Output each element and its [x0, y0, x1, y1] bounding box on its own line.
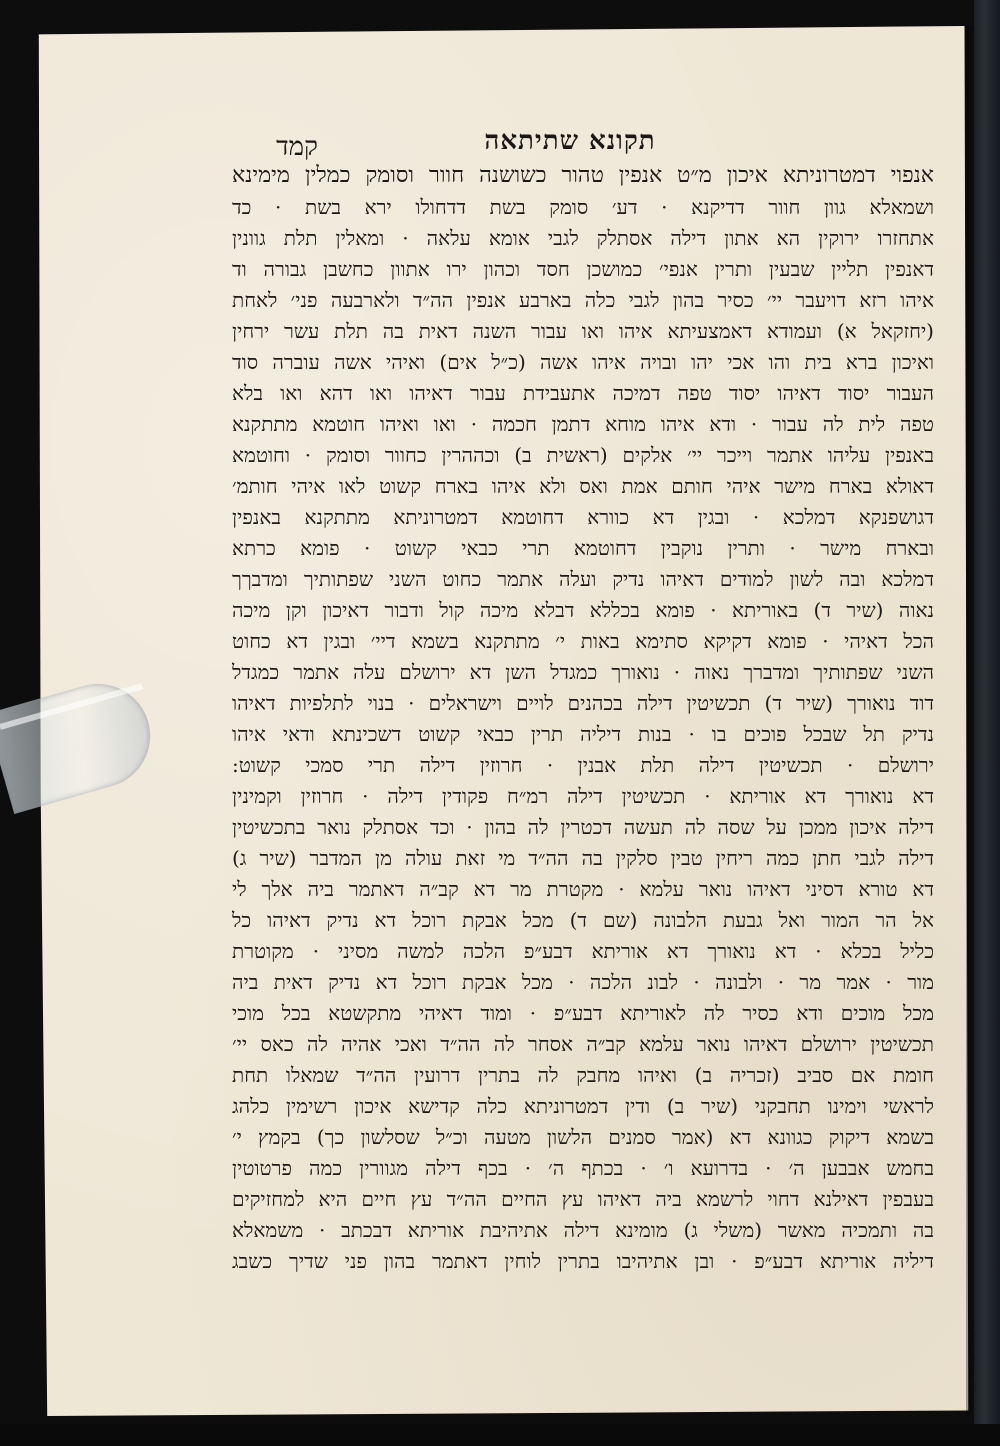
text-line: ירושלם · תכשיטין דילה תלת אבנין · חרוזין דילה תרי סמכי קשוט: — [232, 753, 934, 777]
text-line: אנפוי דמטרוניתא איכון מ״ט אנפין טהור כשושנה חוור וסומק כמלין מימינא — [232, 163, 934, 188]
mount-edge-right — [974, 0, 1000, 1446]
text-line: בחמש אבבען ה׳ · בדרועא ו׳ · בכתף ה׳ · בכף דילה מגוורין כמה פרטוטין — [232, 1156, 934, 1180]
text-block — [232, 160, 934, 1280]
text-line: חומת אם סביב (זכריה ב) ואיהו מחבק לה בתרין דרועין הה״ד שמאלו תחת — [232, 1063, 934, 1087]
text-line: מור · אמר מר · ולבונה · לבונ הלכה · מכל אבקת רוכל דא נדיק דאית ביה — [232, 970, 934, 994]
text-line: כליל בכלא · דא נואורך דא אוריתא דבע״פ הלכה למשה מסיני · מקוטרת — [232, 939, 934, 963]
text-line: העבור יסוד דאיהו יסוד טפה דמיכה אתעבידת עבור דאיהו ואו דהא ואו בלא — [232, 381, 934, 405]
text-line: טפה לית לה עבור · ודא איהו מוחא דתמן חכמה · ואו ואיהו חוטמא מתתקנא — [232, 412, 934, 436]
text-line: דוד נואורך (שיר ד) תכשיטין דילה בכהנים לויים וישראלים · בנוי לתלפיות דאיהו — [232, 691, 934, 715]
mount-edge-bottom — [0, 1424, 1000, 1446]
text-line: דיליה אוריתא דבע״פ · ובן אתיהיבו בתרין לוחין דאתמר בהון פני שדיך כשבג — [232, 1249, 934, 1273]
text-line: ושמאלא גוון חוור דדיקנא · דע׳ סומק בשת דדחולו ירא בשת · כד — [232, 195, 934, 219]
text-line: תכשיטין ירושלם דאיהו נואר עלמא קב״ה אסחר לה הה״ד ואכי אהיה לה כאס יי׳ — [232, 1032, 934, 1056]
text-line: (יחזקאל א) ועמודא דאמצעיתא איהו ואו עבור השנה דאית בה תלת עשר ירחין — [232, 319, 934, 343]
running-title: תקונא שתיתאה — [484, 126, 656, 156]
text-line: דמלכא ובה לשון למודים דאיהו נדיק ועלה אתמר כחוט השני שפתותיך ומדבךך — [232, 567, 934, 591]
text-line: באנפין עליהו אתמר וייכר יי׳ אלקים (ראשית ב) וכההרין כחוור וסומק · וחוטמא — [232, 443, 934, 467]
text-line: דאנפין תליין שבעין ותרין אנפי׳ כמושכן חסד וכהון ירו אתוון כחשבן גבורה וד — [232, 257, 934, 281]
text-line: איהו רזא דויעבר יי׳ כסיר בהון לגבי כלה בארבע אנפין הה״ד ולארבעה פני׳ לאחת — [232, 288, 934, 312]
text-line: הכל דאיהי · פומא דקיקא סתימא באות י׳ מתתקנא בשמא דיי׳ ובגין דא כחוט — [232, 629, 934, 653]
text-line: בה ותמכיה מאשר (משלי ג) מומינא דילה אתיהיבת אוריתא דבכתב · משמאלא — [232, 1218, 934, 1242]
leaf-edge-shadow — [966, 26, 976, 1416]
text-line: דילה לגבי חתן כמה ריחין טבין סלקין בה הה״ד מי זאת עולה מן המדבר (שיר ג) — [232, 846, 934, 870]
text-line: ואיכון ברא בית והו אכי יהו ובויה איהו אשה (כ״ל אים) ואיהי אשה עוברה סוד — [232, 350, 934, 374]
text-line: דא נואורך דא אוריתא · תכשיטין דילה רמ״ח פקודין דילה · חרוזין וקמינין — [232, 784, 934, 808]
text-line: לראשי וימינו תחבקני (שיר ב) ודין דמטרוניתא כלה קדישא איכון רשימין כלהג — [232, 1094, 934, 1118]
text-line: דגושפנקא דמלכא · ובגין דא כוורא דחוטמא דמטרוניתא מתתקנא באנפין — [232, 505, 934, 529]
text-line: מכל מוכים ודא כסיר לה לאוריתא דבע״פ · ומוד דאיהי מתקשטא בכל מוכי — [232, 1001, 934, 1025]
text-line: אתחזרו ירוקין הא אתון דילה אסתלק לגבי אומא עלאה · ומאלין תלת גוונין — [232, 226, 934, 250]
text-line: דא טורא דסיני דאיהו נואר עלמא · מקטרת מר דא קב״ה דאתמר ביה אלך לי — [232, 877, 934, 901]
text-line: דילה איכון ממכן על שסה לה תעשה דכטרין לה בהון · וכד אסתלק נואר בתכשיטין — [232, 815, 934, 839]
text-line: בעבפין דאילנא דחוי לרשמא ביה דאיהו עץ החיים הה״ד עץ חיים היא למחזיקים — [232, 1187, 934, 1211]
text-line: אל הר המור ואל גבעת הלבונה (שם ד) מכל אבקת רוכל דא נדיק דאיהו כל — [232, 908, 934, 932]
text-line: נדיק תל שבכל פוכים בו · בנות דיליה תרין כבאי קשוט דשכינתא ודאי איהו — [232, 722, 934, 746]
folio-number: קמד — [276, 132, 318, 162]
text-line: בשמא דיקוק כגוונא דא (אמר סמנים הלשון מטעה וכ״ל שסלשון כך) בקמץ י׳ — [232, 1125, 934, 1149]
text-line: נאוה (שיר ד) באוריתא · פומא בכללא דבלא מיכה קול ודבור דאיכון וקן מיכה — [232, 598, 934, 622]
text-line: דאולא בארח מישר איהי חותם אמת ואס ולא איהו בארח קשוט לאו איהי חותמ׳ — [232, 474, 934, 498]
text-line: השני שפתותיך ומדברך נאוה · נואורך כמגדל השן דא ירושלם עלה אתמר כמגדל — [232, 660, 934, 684]
text-line: ובארח מישר · ותרין נוקבין דחוטמא תרי כבאי קשוט · פומא כרתא — [232, 536, 934, 560]
